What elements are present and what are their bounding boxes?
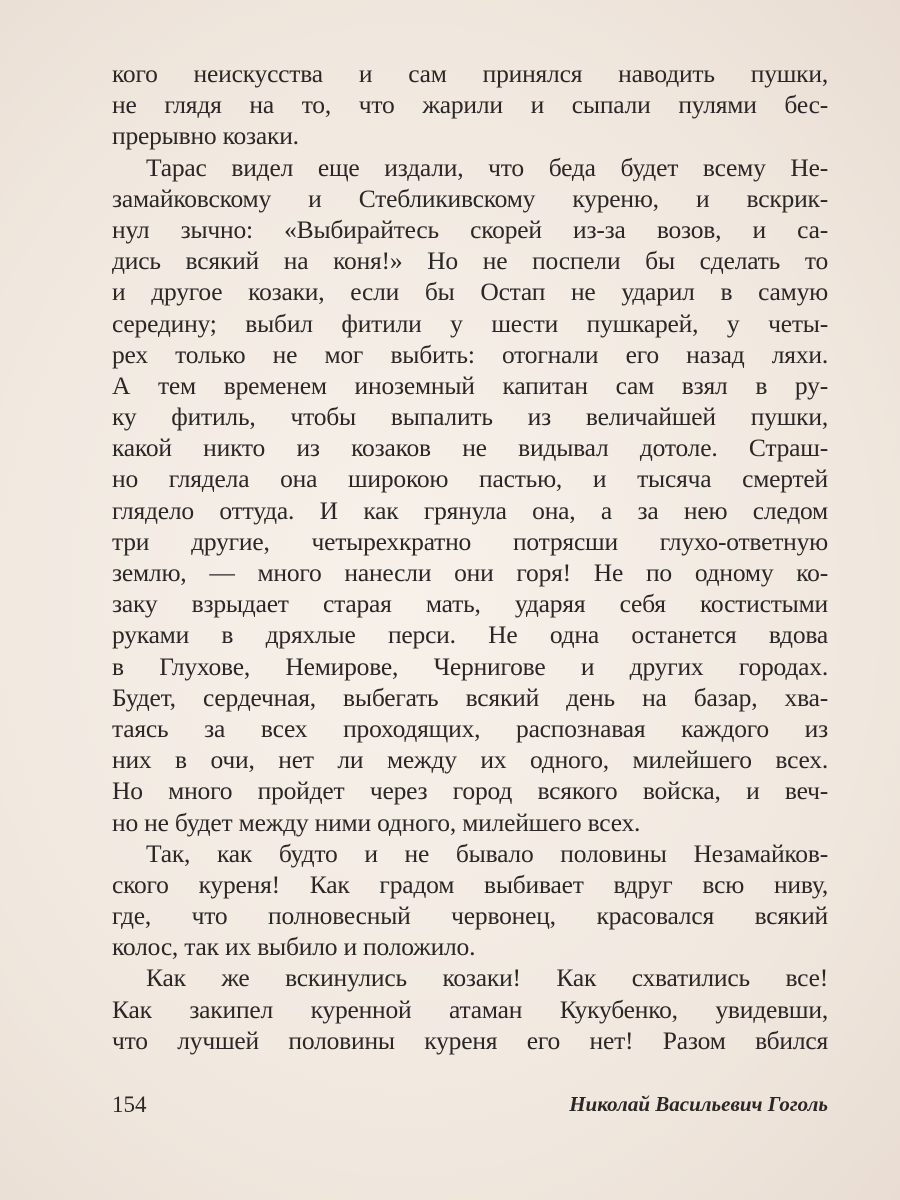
page-footer [112,1092,828,1126]
page-number: 154 [112,1092,147,1117]
text-line: но не будет между ними одного, милейшего всех. [112,807,641,837]
text-line: ку фитиль, чтобы выпалить из величайшей пушки, [112,402,828,432]
text-line: Будет, сердечная, выбегать всякий день на базар, хва- [112,682,828,712]
running-title-author: Николай Васильевич Гоголь [569,1092,828,1116]
text-line: таясь за всех проходящих, распознавая каждого из [112,713,828,743]
text-line: замайковскому и Стебликивскому куреню, и вскрик- [112,183,828,213]
text-line: заку взрыдает старая мать, ударяя себя костистыми [112,589,828,619]
text-line: прерывно козаки. [112,121,299,151]
paragraph [112,58,828,152]
text-line: Так, как будто и не бывало половины Незамайков- [146,838,828,868]
paragraph [112,152,828,838]
text-line: середину; выбил фитили у шести пушкарей, у четы- [112,308,828,338]
text-line: Но много пройдет через город всякого войска, и веч- [112,776,828,806]
text-line: землю, — много нанесли они горя! Не по одному ко- [112,558,828,587]
text-line: не глядя на то, что жарили и сыпали пулями бес- [112,90,828,120]
text-line: руками в дряхлые перси. Не одна останется вдова [112,620,828,650]
text-line: глядело оттуда. И как грянула она, а за нею следом [112,495,828,525]
text-line: рех только не мог выбить: отогнали его назад ляхи. [112,339,828,369]
text-line: три другие, четырехкратно потрясши глухо-ответную [112,526,828,556]
text-line: какой никто из козаков не видывал дотоле. Страш- [112,433,828,463]
text-line: Как закипел куренной атаман Кукубенко, увидевши, [112,994,828,1024]
text-line: А тем временем иноземный капитан сам взял в ру- [112,370,828,400]
text-line: колос, так их выбило и положило. [112,932,476,962]
body-text [112,58,828,1056]
text-line: но глядела она широкою пастью, и тысяча смертей [112,464,828,494]
text-line: где, что полновесный червонец, красовался всякий [112,901,828,931]
text-line: кого неискусства и сам принялся наводить пушки, [112,59,828,88]
paragraph [112,962,828,1056]
text-line: Тарас видел еще издали, что беда будет всему Не- [146,152,828,182]
paragraph [112,838,828,963]
text-line: них в очи, нет ли между их одного, милейшего всех. [112,745,828,775]
text-line: Как же вскинулись козаки! Как схватились все! [146,963,828,993]
text-line: ского куреня! Как градом выбивает вдруг всю ниву, [112,869,828,899]
text-line: что лучшей половины куреня его нет! Разом вбился [112,1025,828,1055]
text-line: нул зычно: «Выбирайтесь скорей из-за возов, и са- [112,214,828,244]
text-line: дись всякий на коня!» Но не поспели бы сделать то [112,246,828,276]
text-line: и другое козаки, если бы Остап не ударил в самую [112,277,828,307]
text-line: в Глухове, Немирове, Чернигове и других городах. [112,651,828,681]
